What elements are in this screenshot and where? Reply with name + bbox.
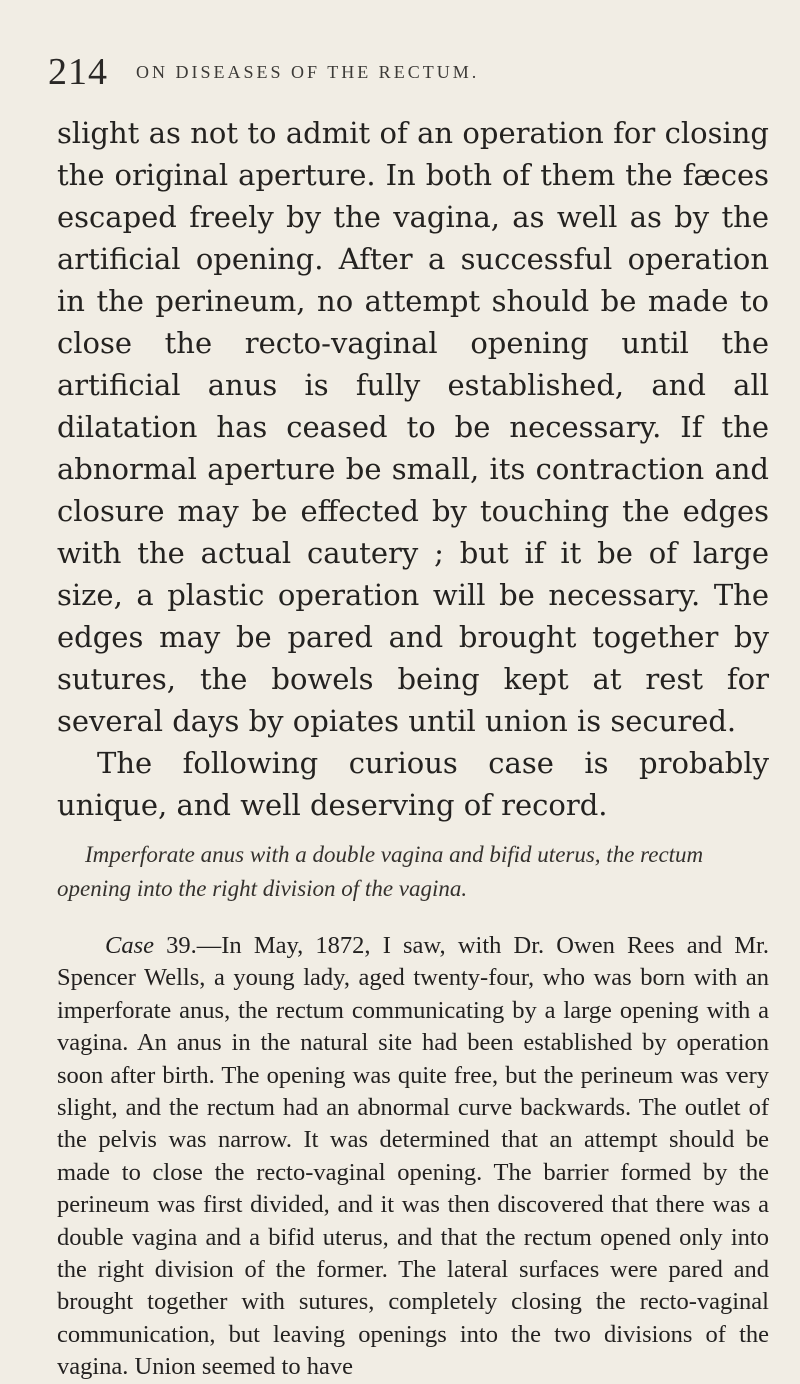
paragraph-intro-case: The following curious case is probably unique, and well deserving of record. bbox=[57, 746, 769, 822]
page-number: 214 bbox=[48, 51, 108, 93]
case-paragraph bbox=[57, 930, 769, 1384]
case-heading: Imperforate anus with a double vagina and bifid uterus, the rectum opening into the right division of the vagina. bbox=[57, 842, 704, 901]
running-head: ON DISEASES OF THE RECTUM. bbox=[136, 62, 480, 82]
case-body: 39.—In May, 1872, I saw, with Dr. Owen Rees and Mr. Spencer Wells, a young lady, aged twenty-four, who was born with an imperforate anus, the rectum communicating by a large opening with a vagina. An anus in the natural site had been established by operation soon after birth. The opening was quite free, but the perineum was very slight, and the rectum had an abnormal curve backwards. The outlet of the pelvis was narrow. It was determined that an attempt should be made to close the recto-vaginal opening. The barrier formed by the perineum was first divided, and it was then discovered that there was a double vagina and a bifid uterus, and that the rectum opened only into the right division of the former. The lateral surfaces were pared and brought together with sutures, completely closing the recto-vaginal communication, but leaving openings into the two divisions of the vagina. Union seemed to have bbox=[57, 932, 769, 1381]
page-header bbox=[48, 50, 768, 96]
body-text bbox=[57, 112, 769, 826]
paragraph-continued: slight as not to admit of an operation for closing the original aperture. In both of them the fæces escaped freely by the vagina, as well as by the artificial opening. After a successful operation in the perineum, no attempt should be made to close the recto-vaginal opening until the artificial anus is fully established, and all dilatation has ceased to be necessary. If the abnormal aperture be small, its contraction and closure may be effected by touching the edges with the actual cautery ; but if it be of large size, a plastic operation will be necessary. The edges may be pared and brought together by sutures, the bowels being kept at rest for several days by opiates until union is secured. bbox=[57, 116, 769, 738]
case-label: Case bbox=[105, 932, 154, 959]
